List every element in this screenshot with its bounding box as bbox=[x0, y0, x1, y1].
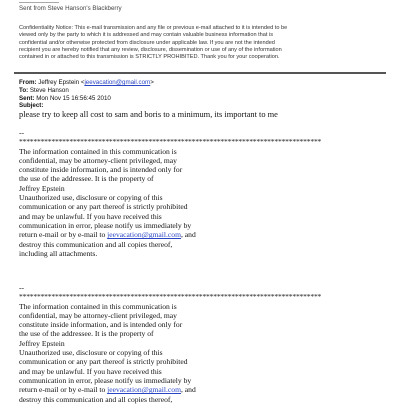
disclaimer-line: including all attachments. bbox=[19, 248, 98, 258]
disclaimer-block-2 bbox=[19, 283, 379, 404]
disclaimer-line: Unauthorized use, disclosure or copying of this bbox=[19, 193, 163, 203]
to-row bbox=[19, 87, 379, 95]
email-body: please try to keep all cost to sam and boris to a minimum, its important to me bbox=[19, 110, 278, 119]
disclaimer-line: constitute inside information, and is intended only for bbox=[19, 165, 183, 175]
return-email-link[interactable]: jeevacation@gmail.com bbox=[107, 230, 181, 240]
star-separator: ************************************************************************************ bbox=[19, 137, 322, 147]
disclaimer-line: Unauthorized use, disclosure or copying of this bbox=[19, 348, 163, 358]
sent-value: Mon Nov 15 16:56:45 2010 bbox=[36, 94, 111, 102]
return-email-link[interactable]: jeevacation@gmail.com bbox=[107, 385, 181, 395]
email-header bbox=[19, 79, 379, 110]
dash-separator: -- bbox=[19, 128, 25, 137]
disclaimer-return-line: return e-mail or by e-mail to jeevacation@gmail.com, and bbox=[19, 230, 196, 240]
sent-row bbox=[19, 95, 379, 103]
disclaimer-return-line: return e-mail or by e-mail to jeevacation@gmail.com, and bbox=[19, 385, 196, 395]
to-value: Steve Hanson bbox=[29, 86, 69, 94]
disclaimer-line: and may be unlawful. If you have received this bbox=[19, 211, 162, 221]
disclaimer-line: The information contained in this communication is bbox=[19, 301, 177, 311]
disclaimer-line: communication or any part thereof is strictly prohibited bbox=[19, 357, 188, 367]
from-label: From: bbox=[19, 79, 37, 86]
disclaimer-line: communication in error, please notify us immediately by bbox=[19, 375, 192, 385]
message-divider bbox=[14, 72, 386, 74]
disclaimer-line: communication or any part thereof is strictly prohibited bbox=[19, 202, 188, 212]
subject-label: Subject: bbox=[19, 102, 44, 110]
disclaimer-block-1 bbox=[19, 128, 379, 258]
disclaimer-line: destroy this communication and all copies thereof, bbox=[19, 394, 173, 404]
sent-label: Sent: bbox=[19, 94, 35, 102]
disclaimer-line: Jeffrey Epstein bbox=[19, 338, 65, 348]
dash-separator: -- bbox=[19, 283, 25, 292]
disclaimer-line: the use of the addressee. It is the property of bbox=[19, 329, 154, 339]
disclaimer-line: confidential, may be attorney-client privileged, may bbox=[19, 310, 177, 320]
star-separator: ************************************************************************************ bbox=[19, 292, 322, 302]
disclaimer-line: confidential, may be attorney-client privileged, may bbox=[19, 155, 177, 165]
from-row: From: Jeffrey Epstein <jeevacation@gmail.com> bbox=[19, 79, 154, 86]
disclaimer-line: communication in error, please notify us immediately by bbox=[19, 220, 192, 230]
top-rule bbox=[19, 2, 59, 3]
disclaimer-line: and may be unlawful. If you have received this bbox=[19, 366, 162, 376]
confidentiality-notice: Confidentiality Notice: This e-mail transmission and any file or previous e-mail attached to it is intended to be viewed only by the party to which it is addressed and may contain valuable business information that is confidential and/or otherwise protected from disclosure under applicable law. If you are not the intended recipient you are hereby notified that any review, disclosure, dissemination or use of any of the information contained in or attached to this transmission is STRICTLY PROHIBITED. Thank you for your cooperation. bbox=[19, 25, 288, 61]
sent-from-signature: Sent from Steve Hanson's Blackberry bbox=[19, 5, 122, 12]
to-label: To: bbox=[19, 86, 29, 94]
disclaimer-line: The information contained in this communication is bbox=[19, 146, 177, 156]
from-name: Jeffrey Epstein bbox=[38, 79, 80, 86]
disclaimer-line: destroy this communication and all copies thereof, bbox=[19, 239, 173, 249]
disclaimer-line: constitute inside information, and is intended only for bbox=[19, 320, 183, 330]
from-email-link[interactable]: jeevacation@gmail.com bbox=[84, 79, 151, 86]
disclaimer-line: the use of the addressee. It is the property of bbox=[19, 174, 154, 184]
disclaimer-line: Jeffrey Epstein bbox=[19, 183, 65, 193]
